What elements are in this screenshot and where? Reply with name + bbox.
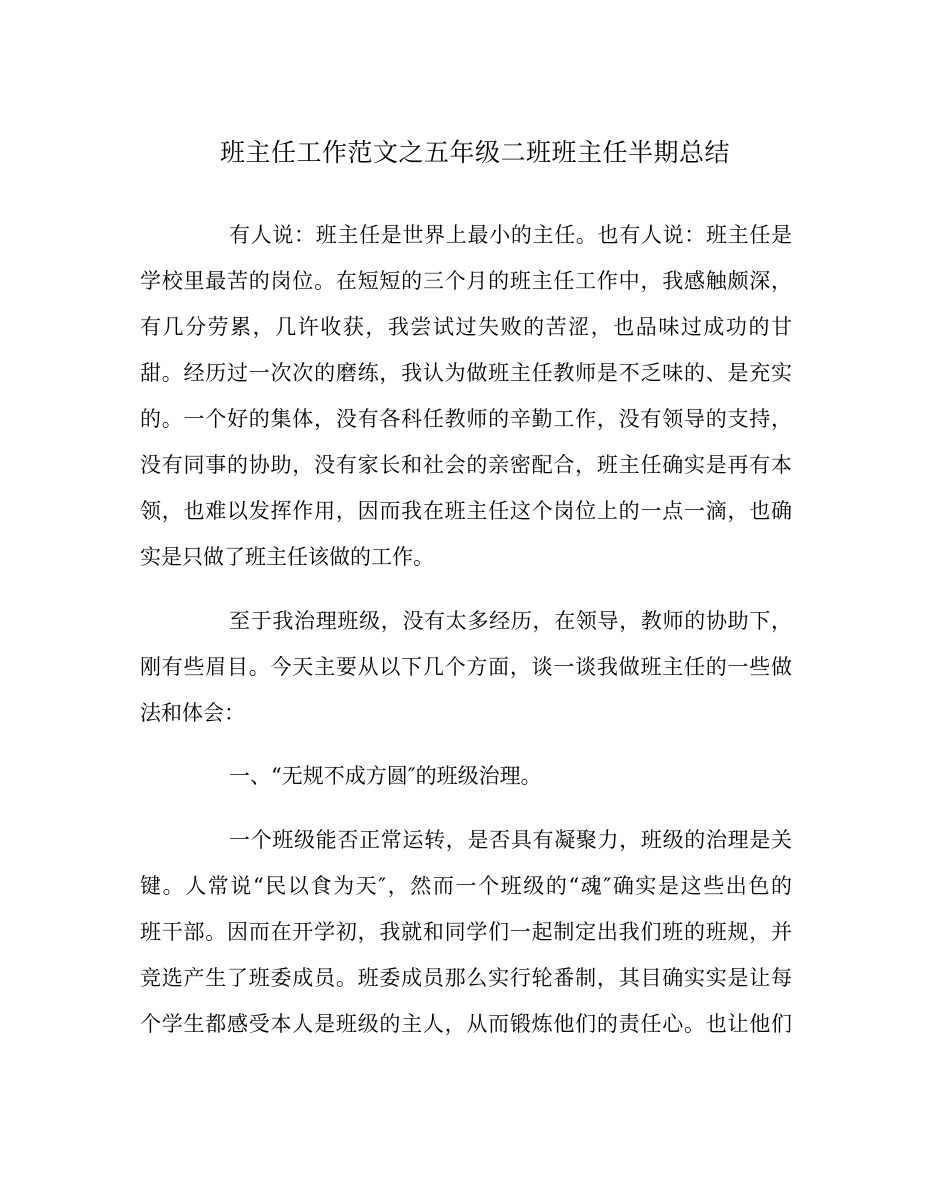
paragraph-line: 班干部。因而在开学初，我就和同学们一起制定出我们班的班规，并 bbox=[140, 920, 792, 944]
section-heading: 一、“无规不成方圆″的班级治理。 bbox=[229, 764, 542, 788]
paragraph-line: 有几分劳累，几许收获，我尝试过失败的苦涩，也品味过成功的甘 bbox=[140, 315, 792, 339]
paragraph-line: 没有同事的协助，没有家长和社会的亲密配合，班主任确实是再有本 bbox=[140, 453, 792, 477]
document-title: 班主任工作范文之五年级二班班主任半期总结 bbox=[219, 138, 730, 167]
paragraph-line: 甜。经历过一次次的磨练，我认为做班主任教师是不乏味的、是充实 bbox=[140, 361, 792, 385]
paragraph-line: 学校里最苦的岗位。在短短的三个月的班主任工作中，我感触颇深， bbox=[140, 269, 792, 293]
paragraph-line: 个学生都感受本人是班级的主人，从而锻炼他们的责任心。也让他们 bbox=[140, 1012, 792, 1036]
paragraph-line: 竞选产生了班委成员。班委成员那么实行轮番制，其目确实实是让每 bbox=[140, 966, 792, 990]
paragraph-line: 键。人常说“民以食为天″，然而一个班级的“魂″确实是这些出色的 bbox=[140, 874, 792, 898]
paragraph-line: 法和体会： bbox=[140, 701, 245, 725]
paragraph-line: 一个班级能否正常运转，是否具有凝聚力，班级的治理是关 bbox=[229, 828, 792, 852]
paragraph-line: 实是只做了班主任该做的工作。 bbox=[140, 545, 434, 569]
paragraph-line: 的。一个好的集体，没有各科任教师的辛勤工作，没有领导的支持， bbox=[140, 407, 792, 431]
paragraph-line: 至于我治理班级，没有太多经历，在领导，教师的协助下， bbox=[229, 609, 792, 633]
paragraph-line: 领，也难以发挥作用，因而我在班主任这个岗位上的一点一滴，也确 bbox=[140, 499, 792, 523]
paragraph-line: 有人说：班主任是世界上最小的主任。也有人说：班主任是 bbox=[229, 223, 792, 247]
paragraph-line: 刚有些眉目。今天主要从以下几个方面，谈一谈我做班主任的一些做 bbox=[140, 655, 792, 679]
